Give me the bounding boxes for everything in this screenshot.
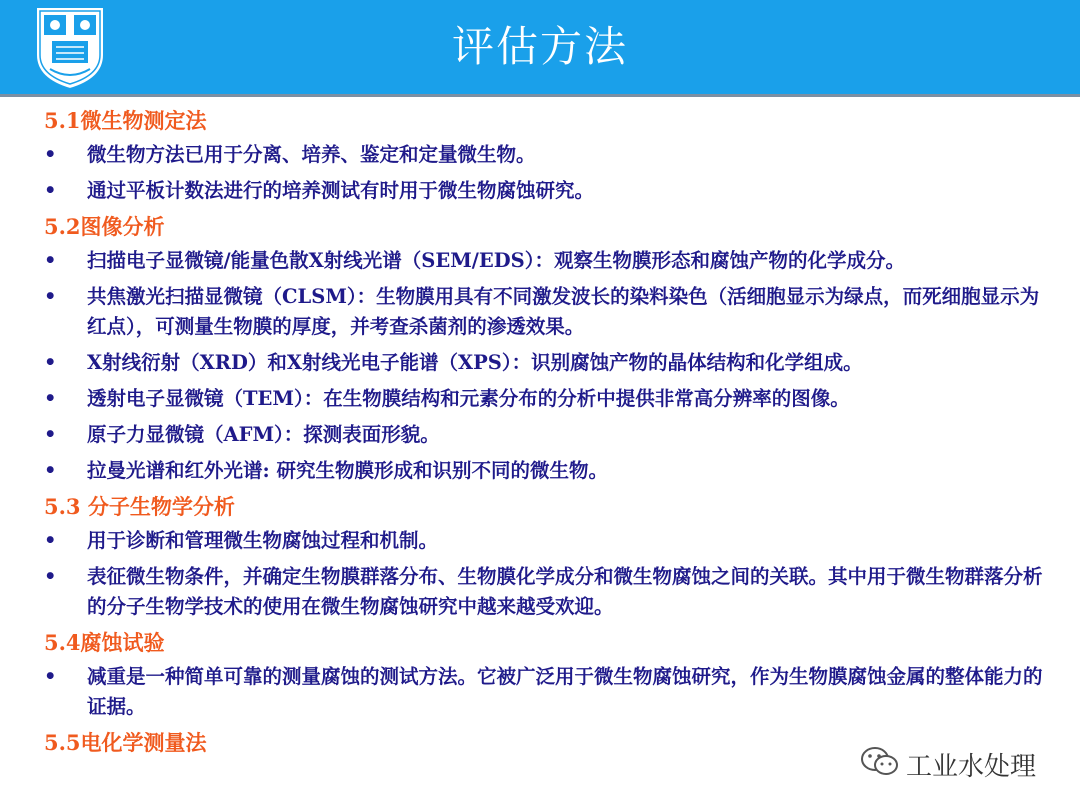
bullet-item (44, 384, 1044, 414)
bullet-marker: • (44, 249, 57, 272)
bullet-item (44, 176, 1044, 206)
bullet-marker: • (44, 351, 57, 374)
bullet-marker: • (44, 285, 57, 308)
bullet-text: 拉曼光谱和红外光谱: 研究生物膜形成和识别不同的微生物。 (87, 459, 608, 482)
bullet-text: 透射电子显微镜（TEM）：在生物膜结构和元素分布的分析中提供非常高分辨率的图像。 (87, 387, 850, 410)
bullet-item (44, 562, 1044, 622)
section-heading: 5.2图像分析 (44, 214, 165, 239)
bullet-item (44, 246, 1044, 276)
wechat-icon (860, 745, 900, 783)
section-heading: 5.3 分子生物学分析 (44, 494, 235, 519)
bullet-marker: • (44, 179, 57, 202)
bullet-item (44, 420, 1044, 450)
bullet-text: X射线衍射（XRD）和X射线光电子能谱（XPS）：识别腐蚀产物的晶体结构和化学组成。 (87, 351, 863, 374)
bullet-marker: • (44, 459, 57, 482)
bullet-text: 通过平板计数法进行的培养测试有时用于微生物腐蚀研究。 (87, 179, 595, 202)
bullet-item (44, 662, 1044, 722)
bullet-item (44, 282, 1044, 342)
bullet-text: 用于诊断和管理微生物腐蚀过程和机制。 (87, 529, 439, 552)
bullet-marker: • (44, 529, 57, 552)
section-heading: 5.4腐蚀试验 (44, 630, 165, 655)
header-bar (0, 0, 1080, 97)
section-heading: 5.5电化学测量法 (44, 730, 207, 755)
section-heading: 5.1微生物测定法 (44, 108, 207, 133)
bullet-marker: • (44, 143, 57, 166)
bullet-marker: • (44, 565, 57, 588)
bullet-item (44, 456, 1044, 486)
watermark (860, 744, 1036, 784)
bullet-text: 减重是一种简单可靠的测量腐蚀的测试方法。它被广泛用于微生物腐蚀研究，作为生物膜腐蚀金属的整体能力的证据。 (87, 665, 1043, 718)
bullet-text: 微生物方法已用于分离、培养、鉴定和定量微生物。 (87, 143, 536, 166)
bullet-marker: • (44, 423, 57, 446)
bullet-marker: • (44, 387, 57, 410)
bullet-marker: • (44, 665, 57, 688)
bullet-item (44, 140, 1044, 170)
slide-title: 评估方法 (451, 22, 628, 71)
watermark-text: 工业水处理 (906, 751, 1037, 782)
bullet-item (44, 526, 1044, 556)
bullet-text: 原子力显微镜（AFM）：探测表面形貌。 (87, 423, 440, 446)
bullet-text: 扫描电子显微镜/能量色散X射线光谱（SEM/EDS）：观察生物膜形态和腐蚀产物的化学成分。 (87, 249, 906, 272)
bullet-text: 表征微生物条件，并确定生物膜群落分布、生物膜化学成分和微生物腐蚀之间的关联。其中用于微生物群落分析的分子生物学技术的使用在微生物腐蚀研究中越来越受欢迎。 (87, 565, 1043, 618)
bullet-item (44, 348, 1044, 378)
bullet-text: 共焦激光扫描显微镜（CLSM）：生物膜用具有不同激发波长的染料染色（活细胞显示为绿点，而死细胞显示为红点），可测量生物膜的厚度，并考查杀菌剂的渗透效果。 (87, 285, 1040, 338)
slide-content (44, 106, 1044, 762)
